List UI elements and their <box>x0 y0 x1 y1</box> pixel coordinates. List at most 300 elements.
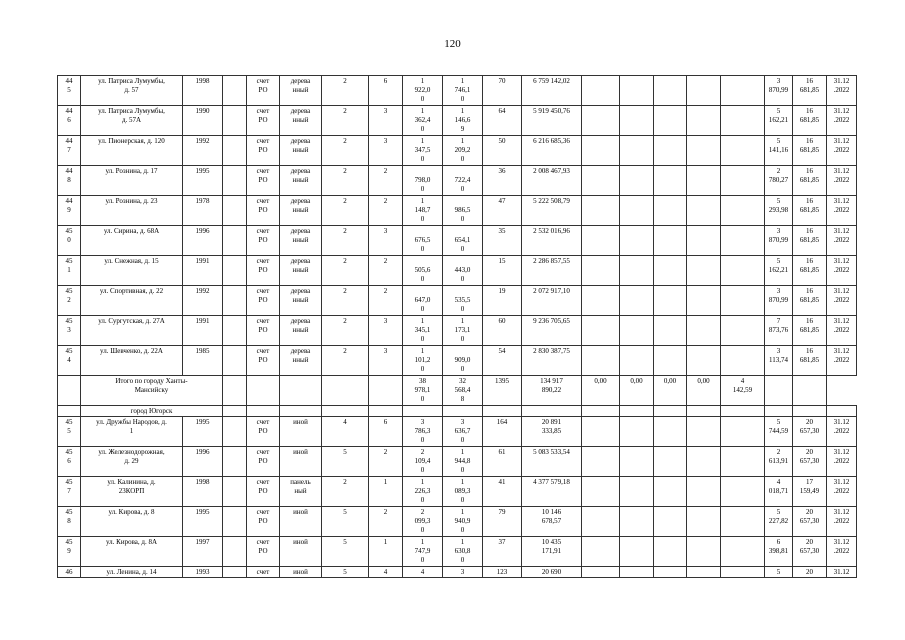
table-cell <box>721 196 765 226</box>
table-cell: 1 146,6 9 <box>443 106 483 136</box>
table-cell <box>620 417 654 447</box>
table-cell: 4 <box>322 417 369 447</box>
table-cell <box>223 76 247 106</box>
table-cell: 1 148,7 0 <box>403 196 443 226</box>
table-cell: 37 <box>483 537 522 567</box>
table-cell: 6 <box>369 76 403 106</box>
address-cell: ул. Кирова, д. 8 <box>81 507 183 537</box>
table-cell: 20 657,30 <box>793 417 827 447</box>
table-cell: 45 9 <box>58 537 81 567</box>
table-cell: 2 <box>322 256 369 286</box>
table-cell <box>654 406 687 417</box>
table-cell: 5 <box>322 507 369 537</box>
table-cell: 79 <box>483 507 522 537</box>
table-cell <box>223 106 247 136</box>
table-cell: 3 636,7 0 <box>443 417 483 447</box>
table-cell: 7 873,76 <box>765 316 793 346</box>
table-cell: 2 072 917,10 <box>522 286 582 316</box>
table-cell <box>582 346 620 376</box>
table-cell: 44 5 <box>58 76 81 106</box>
table-cell: 31.12 .2022 <box>827 507 857 537</box>
table-row <box>58 507 857 537</box>
table-cell: дерева нный <box>280 106 322 136</box>
table-cell <box>654 286 687 316</box>
table-cell: 31.12 .2022 <box>827 477 857 507</box>
table-cell: 45 6 <box>58 447 81 477</box>
table-cell: 798,0 0 <box>403 166 443 196</box>
table-cell <box>223 507 247 537</box>
table-cell <box>654 196 687 226</box>
table-cell: иной <box>280 507 322 537</box>
table-cell <box>654 136 687 166</box>
total-cell: 0,00 <box>654 376 687 406</box>
table-cell: 46 <box>58 567 81 578</box>
table-row <box>58 346 857 376</box>
table-cell <box>721 316 765 346</box>
table-cell: 1 089,3 0 <box>443 477 483 507</box>
city-header-row <box>58 406 857 417</box>
table-cell: 647,0 0 <box>403 286 443 316</box>
table-cell: дерева нный <box>280 346 322 376</box>
table-cell <box>687 316 721 346</box>
table-row <box>58 537 857 567</box>
table-cell: 16 681,85 <box>793 106 827 136</box>
table-cell: 1 746,1 0 <box>443 76 483 106</box>
table-cell <box>322 406 369 417</box>
table-cell: 31.12 .2022 <box>827 226 857 256</box>
table-cell: 47 <box>483 196 522 226</box>
table-cell: 1995 <box>183 166 223 196</box>
table-cell <box>620 406 654 417</box>
table-cell <box>223 417 247 447</box>
table-cell: 2 <box>369 447 403 477</box>
table-cell <box>687 166 721 196</box>
table-cell <box>793 406 827 417</box>
table-cell: 505,6 0 <box>403 256 443 286</box>
table-cell: 1992 <box>183 136 223 166</box>
table-cell <box>582 567 620 578</box>
table-cell: 16 681,85 <box>793 136 827 166</box>
table-cell: 70 <box>483 76 522 106</box>
total-cell: 0,00 <box>620 376 654 406</box>
table-cell: счет РО <box>247 76 280 106</box>
table-cell: 2 <box>322 136 369 166</box>
table-cell <box>687 417 721 447</box>
table-cell: 986,5 0 <box>443 196 483 226</box>
table-cell: 6 216 685,36 <box>522 136 582 166</box>
table-cell: 4 <box>369 567 403 578</box>
table-cell: 2 008 467,93 <box>522 166 582 196</box>
table-cell: 2 780,27 <box>765 166 793 196</box>
table-cell <box>582 76 620 106</box>
table-cell <box>483 406 522 417</box>
table-cell: 5 083 533,54 <box>522 447 582 477</box>
table-cell <box>620 76 654 106</box>
table-cell <box>223 567 247 578</box>
table-cell: счет РО <box>247 106 280 136</box>
table-cell: дерева нный <box>280 136 322 166</box>
table-cell <box>322 376 369 406</box>
table-cell <box>687 406 721 417</box>
table-cell <box>582 537 620 567</box>
table-cell <box>654 346 687 376</box>
address-cell: ул. Патриса Лумумбы, д. 57А <box>81 106 183 136</box>
table-cell: 3 870,99 <box>765 286 793 316</box>
table-cell: 31.12 .2022 <box>827 106 857 136</box>
table-cell: 4 <box>403 567 443 578</box>
table-cell: 31.12 .2022 <box>827 316 857 346</box>
table-cell <box>654 447 687 477</box>
table-cell: иной <box>280 537 322 567</box>
table-cell: дерева нный <box>280 316 322 346</box>
table-cell: 6 <box>369 417 403 447</box>
table-cell <box>280 376 322 406</box>
table-cell: 1998 <box>183 477 223 507</box>
table-cell: 3 786,3 0 <box>403 417 443 447</box>
total-cell: 134 917 890,22 <box>522 376 582 406</box>
table-cell <box>687 196 721 226</box>
address-cell: ул. Сирина, д. 68А <box>81 226 183 256</box>
table-cell <box>247 406 280 417</box>
table-cell: панель ный <box>280 477 322 507</box>
table-row <box>58 316 857 346</box>
table-cell: 2 <box>369 286 403 316</box>
table-cell: 1 209,2 0 <box>443 136 483 166</box>
total-cell: 1395 <box>483 376 522 406</box>
table-cell: 1991 <box>183 256 223 286</box>
table-cell: 31.12 .2022 <box>827 76 857 106</box>
address-cell: ул. Дружбы Народов, д. 1 <box>81 417 183 447</box>
address-cell: ул. Ленина, д. 14 <box>81 567 183 578</box>
table-cell <box>582 136 620 166</box>
table-row <box>58 196 857 226</box>
table-cell: 1 362,4 0 <box>403 106 443 136</box>
table-cell: 54 <box>483 346 522 376</box>
table-cell <box>280 406 322 417</box>
table-cell: 4 018,71 <box>765 477 793 507</box>
table-cell <box>223 166 247 196</box>
table-cell: 5 <box>322 537 369 567</box>
table-row <box>58 226 857 256</box>
total-cell <box>793 376 827 406</box>
table-cell: иной <box>280 447 322 477</box>
table-cell: 1 747,9 0 <box>403 537 443 567</box>
table-cell: 5 162,21 <box>765 256 793 286</box>
table-cell <box>58 376 81 406</box>
table-cell: 16 681,85 <box>793 316 827 346</box>
table-cell <box>582 286 620 316</box>
table-cell: 2 <box>322 196 369 226</box>
table-cell <box>721 226 765 256</box>
table-cell: дерева нный <box>280 286 322 316</box>
table-cell: 20 891 333,85 <box>522 417 582 447</box>
table-cell: 1 345,1 0 <box>403 316 443 346</box>
address-cell: ул. Снежная, д. 15 <box>81 256 183 286</box>
total-row <box>58 376 857 406</box>
total-cell <box>765 376 793 406</box>
table-cell: 61 <box>483 447 522 477</box>
address-cell: ул. Сургутская, д. 27А <box>81 316 183 346</box>
table-cell <box>582 166 620 196</box>
table-cell <box>721 166 765 196</box>
table-cell: 676,5 0 <box>403 226 443 256</box>
table-cell <box>247 376 280 406</box>
table-cell <box>654 226 687 256</box>
table-cell <box>223 537 247 567</box>
table-cell <box>654 507 687 537</box>
table-cell: 3 <box>369 226 403 256</box>
table-cell <box>687 447 721 477</box>
table-cell: 2 <box>369 196 403 226</box>
table-cell <box>582 316 620 346</box>
table-cell: 2 <box>322 106 369 136</box>
table-cell: счет РО <box>247 447 280 477</box>
table-cell <box>721 346 765 376</box>
table-cell <box>687 76 721 106</box>
table-cell <box>223 136 247 166</box>
table-cell <box>582 417 620 447</box>
table-cell: 16 681,85 <box>793 226 827 256</box>
address-cell: ул. Пионерская, д. 120 <box>81 136 183 166</box>
total-cell: 4 142,59 <box>721 376 765 406</box>
table-cell <box>827 406 857 417</box>
address-cell: ул. Калинина, д. 23КОРП <box>81 477 183 507</box>
table-cell: дерева нный <box>280 76 322 106</box>
table-cell: 5 162,21 <box>765 106 793 136</box>
table-row <box>58 166 857 196</box>
address-cell: ул. Шевченко, д. 22А <box>81 346 183 376</box>
table-cell <box>620 286 654 316</box>
table-cell <box>369 406 403 417</box>
table-cell: 722,4 0 <box>443 166 483 196</box>
table-cell: 19 <box>483 286 522 316</box>
table-cell: 164 <box>483 417 522 447</box>
table-cell: 45 1 <box>58 256 81 286</box>
table-cell: 1993 <box>183 567 223 578</box>
table-cell: 16 681,85 <box>793 76 827 106</box>
address-cell: ул. Железнодорожная, д. 29 <box>81 447 183 477</box>
table-cell: 31.12 .2022 <box>827 256 857 286</box>
table-cell <box>620 166 654 196</box>
table-cell <box>620 477 654 507</box>
table-cell: 3 113,74 <box>765 346 793 376</box>
table-cell: 2 109,4 0 <box>403 447 443 477</box>
table-cell: счет РО <box>247 346 280 376</box>
table-cell <box>765 406 793 417</box>
table-cell: 2 <box>322 166 369 196</box>
table-cell <box>223 346 247 376</box>
table-cell: 16 681,85 <box>793 256 827 286</box>
table-cell: 2 <box>322 226 369 256</box>
table-cell <box>582 106 620 136</box>
table-cell <box>721 256 765 286</box>
table-cell <box>721 106 765 136</box>
table-cell: 31.12 .2022 <box>827 286 857 316</box>
table-cell <box>721 537 765 567</box>
table-row <box>58 286 857 316</box>
table-cell <box>223 226 247 256</box>
table-row <box>58 447 857 477</box>
table-cell <box>620 447 654 477</box>
table-cell: 5 744,59 <box>765 417 793 447</box>
table-cell: 5 293,98 <box>765 196 793 226</box>
table-cell: счет РО <box>247 286 280 316</box>
table-cell <box>620 106 654 136</box>
table-cell: 535,5 0 <box>443 286 483 316</box>
address-cell: ул. Кирова, д. 8А <box>81 537 183 567</box>
table-cell: 16 681,85 <box>793 346 827 376</box>
table-cell <box>687 537 721 567</box>
table-cell: 1992 <box>183 286 223 316</box>
table-cell <box>687 106 721 136</box>
table-cell: 1 226,3 0 <box>403 477 443 507</box>
table-cell: 2 <box>322 477 369 507</box>
table-cell: 45 4 <box>58 346 81 376</box>
table-cell: 41 <box>483 477 522 507</box>
table-cell: 2 <box>369 507 403 537</box>
table-cell: 1 <box>369 477 403 507</box>
table-cell <box>687 226 721 256</box>
table-row <box>58 256 857 286</box>
table-cell: 1 347,5 0 <box>403 136 443 166</box>
table-cell <box>369 376 403 406</box>
table-cell: 45 3 <box>58 316 81 346</box>
table-cell: 31.12 .2022 <box>827 136 857 166</box>
table-cell: счет РО <box>247 477 280 507</box>
total-cell: 0,00 <box>582 376 620 406</box>
table-cell: 20 657,30 <box>793 507 827 537</box>
table-cell: 20 690 <box>522 567 582 578</box>
table-cell: иной <box>280 417 322 447</box>
table-cell: 45 0 <box>58 226 81 256</box>
table-cell: 5 <box>765 567 793 578</box>
table-cell: 2 099,3 0 <box>403 507 443 537</box>
table-cell: 1 940,9 0 <box>443 507 483 537</box>
table-cell: 9 236 705,65 <box>522 316 582 346</box>
table-cell: 1985 <box>183 346 223 376</box>
table-cell: 1 101,2 0 <box>403 346 443 376</box>
table-row <box>58 417 857 447</box>
table-cell <box>522 406 582 417</box>
table-cell: 5 <box>322 567 369 578</box>
table-cell <box>582 507 620 537</box>
table-cell: 31.12 .2022 <box>827 447 857 477</box>
table-cell <box>721 76 765 106</box>
table-cell <box>223 196 247 226</box>
table-cell <box>582 196 620 226</box>
table-cell: 45 7 <box>58 477 81 507</box>
table-cell: 3 870,99 <box>765 226 793 256</box>
table-cell <box>687 507 721 537</box>
table-cell: 443,0 0 <box>443 256 483 286</box>
table-cell: 3 <box>443 567 483 578</box>
total-label: Итого по городу Ханты- Мансийску <box>81 376 223 406</box>
housing-register-table <box>57 75 857 578</box>
table-cell <box>223 256 247 286</box>
table-cell <box>620 537 654 567</box>
table-cell: 31.12 .2022 <box>827 196 857 226</box>
table-cell <box>582 406 620 417</box>
table-cell: счет РО <box>247 166 280 196</box>
table-cell: 2 286 857,55 <box>522 256 582 286</box>
table-cell <box>721 406 765 417</box>
table-cell <box>620 256 654 286</box>
table-cell <box>687 136 721 166</box>
table-cell <box>620 136 654 166</box>
table-cell: 2 532 016,96 <box>522 226 582 256</box>
table-cell: 2 <box>322 346 369 376</box>
table-cell: 10 146 678,57 <box>522 507 582 537</box>
table-cell: 2 <box>322 76 369 106</box>
table-cell <box>721 136 765 166</box>
table-cell: 2 <box>322 286 369 316</box>
table-cell <box>223 447 247 477</box>
table-cell <box>721 447 765 477</box>
table-cell: 16 681,85 <box>793 166 827 196</box>
table-cell: 31.12 <box>827 567 857 578</box>
table-cell: 1 944,8 0 <box>443 447 483 477</box>
table-cell: 1 173,1 0 <box>443 316 483 346</box>
table-cell: 2 <box>369 256 403 286</box>
table-cell: 20 <box>793 567 827 578</box>
table-cell <box>654 256 687 286</box>
table-row <box>58 567 857 578</box>
table-cell: 45 8 <box>58 507 81 537</box>
table-cell: 44 7 <box>58 136 81 166</box>
table-cell: 6 398,81 <box>765 537 793 567</box>
table-cell <box>582 226 620 256</box>
table-cell: 3 <box>369 316 403 346</box>
table-cell: 20 657,30 <box>793 447 827 477</box>
table-cell <box>687 256 721 286</box>
table-cell: 2 <box>369 166 403 196</box>
table-cell <box>582 256 620 286</box>
table-cell: 5 227,82 <box>765 507 793 537</box>
table-cell: 3 <box>369 346 403 376</box>
table-cell: 1 <box>369 537 403 567</box>
table-cell <box>620 196 654 226</box>
table-cell <box>223 376 247 406</box>
table-cell: 44 8 <box>58 166 81 196</box>
table-cell <box>654 76 687 106</box>
table-cell: счет РО <box>247 226 280 256</box>
table-cell: 31.12 .2022 <box>827 346 857 376</box>
table-cell: счет РО <box>247 417 280 447</box>
table-cell: 45 2 <box>58 286 81 316</box>
table-cell <box>721 477 765 507</box>
table-cell: 35 <box>483 226 522 256</box>
table-cell <box>58 406 81 417</box>
table-cell: 1997 <box>183 537 223 567</box>
table-cell: счет РО <box>247 537 280 567</box>
table-cell: счет РО <box>247 507 280 537</box>
table-cell: 16 681,85 <box>793 286 827 316</box>
table-cell <box>721 286 765 316</box>
table-cell <box>620 346 654 376</box>
table-cell: 5 141,16 <box>765 136 793 166</box>
table-cell: счет РО <box>247 196 280 226</box>
address-cell: ул. Рознина, д. 17 <box>81 166 183 196</box>
table-cell <box>223 286 247 316</box>
table-cell: 654,1 0 <box>443 226 483 256</box>
table-cell <box>721 567 765 578</box>
table-row <box>58 477 857 507</box>
table-cell: 3 <box>369 106 403 136</box>
table-row <box>58 76 857 106</box>
table-cell: 16 681,85 <box>793 196 827 226</box>
table-cell: 31.12 .2022 <box>827 417 857 447</box>
address-cell: ул. Рознина, д. 23 <box>81 196 183 226</box>
